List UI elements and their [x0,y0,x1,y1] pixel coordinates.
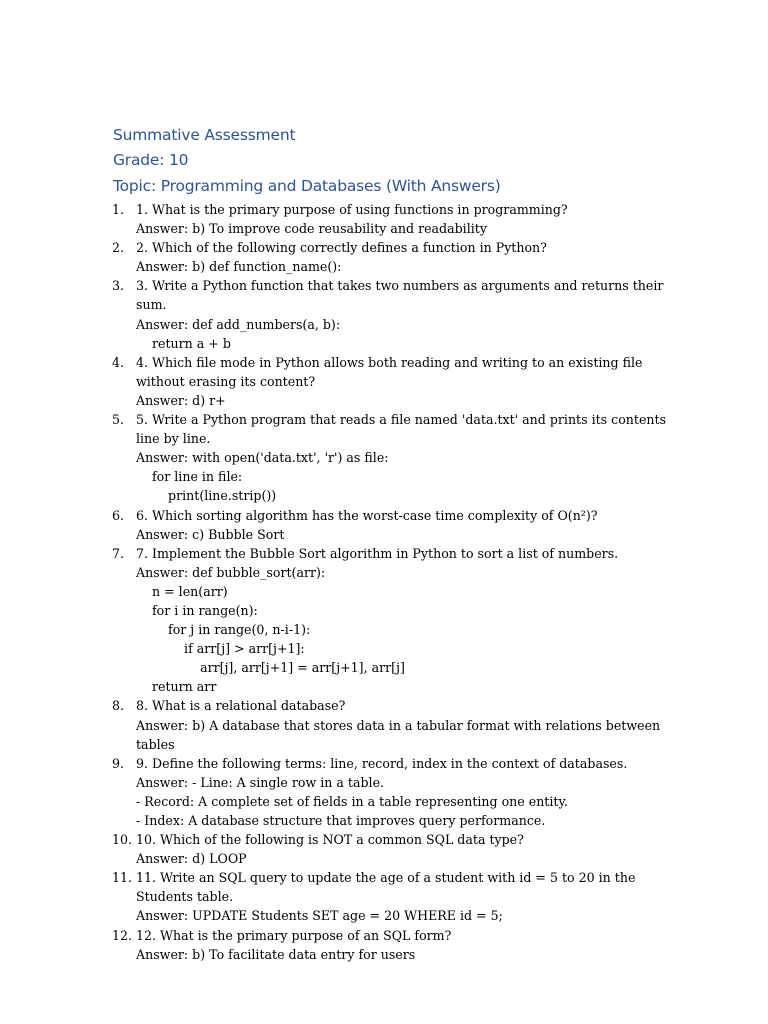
grade-heading: Grade: 10 [113,151,189,169]
answer-text: Answer: b) To facilitate data entry for users [136,946,416,962]
question-text: 11. Write an SQL query to update the age of a student with id = 5 to 20 in the Students table. [136,870,640,905]
question-text: 12. What is the primary purpose of an SQL form? [136,927,452,943]
question-list [0,200,768,964]
answer-text: Answer: d) r+ [136,392,226,408]
question-item [0,410,768,505]
question-text: 4. Which file mode in Python allows both reading and writing to an existing file without erasing its content? [136,354,647,389]
question-text: 7. Implement the Bubble Sort algorithm in Python to sort a list of numbers. [136,545,619,561]
question-text: 10. Which of the following is NOT a common SQL data type? [136,832,524,848]
question-item [0,926,768,964]
answer-text: Answer: def bubble_sort(arr): n = len(arr) for i in range(n): for j in range(0, n-i-1): if arr[j] > arr[j+1]: arr[j], arr[j+1] = arr[j+1], arr[j] return arr [136,564,405,695]
answer-text: Answer: UPDATE Students SET age = 20 WHERE id = 5; [136,908,503,924]
question-item [0,238,768,276]
answer-text: Answer: b) def function_name(): [136,259,342,275]
question-number: 11. [112,870,133,886]
question-number: 5. [112,412,125,428]
question-item [0,868,768,925]
answer-text: Answer: b) A database that stores data in a tabular format with relations between tables [136,717,665,752]
question-number: 7. [112,545,125,561]
question-item [0,830,768,868]
answer-text: Answer: with open('data.txt', 'r') as file: for line in file: print(line.strip()) [136,450,389,504]
question-text: 1. What is the primary purpose of using functions in programming? [136,202,568,217]
answer-text: Answer: c) Bubble Sort [136,526,285,542]
question-text: 9. Define the following terms: line, record, index in the context of databases. [136,755,628,771]
question-number: 8. [112,698,125,714]
question-number: 1. [112,202,125,217]
answer-text: Answer: d) LOOP [136,851,247,867]
question-item [0,200,768,238]
question-number: 3. [112,278,125,294]
question-item [0,696,768,753]
question-item [0,544,768,697]
question-number: 10. [112,832,133,848]
question-text: 3. Write a Python function that takes two numbers as arguments and returns their sum. [136,278,668,313]
question-text: 6. Which sorting algorithm has the worst-case time complexity of O(n²)? [136,507,598,523]
question-text: 2. Which of the following correctly defines a function in Python? [136,240,547,256]
question-number: 9. [112,755,125,771]
question-number: 4. [112,354,125,370]
question-text: 8. What is a relational database? [136,698,346,714]
answer-text: Answer: def add_numbers(a, b): return a + b [136,316,341,351]
topic-heading: Topic: Programming and Databases (With Answers) [113,177,501,195]
question-number: 12. [112,927,133,943]
question-item [0,276,768,352]
question-item [0,506,768,544]
question-number: 2. [112,240,125,256]
document-title: Summative Assessment [113,126,296,144]
question-number: 6. [112,507,125,523]
question-item [0,353,768,410]
question-text: 5. Write a Python program that reads a file named 'data.txt' and prints its contents line by line. [136,412,671,447]
answer-text: Answer: - Line: A single row in a table. - Record: A complete set of fields in a table representing one entity. - Index: A database structure that improves query performance. [136,774,568,828]
question-item [0,754,768,830]
answer-text: Answer: b) To improve code reusability and readability [136,221,487,237]
